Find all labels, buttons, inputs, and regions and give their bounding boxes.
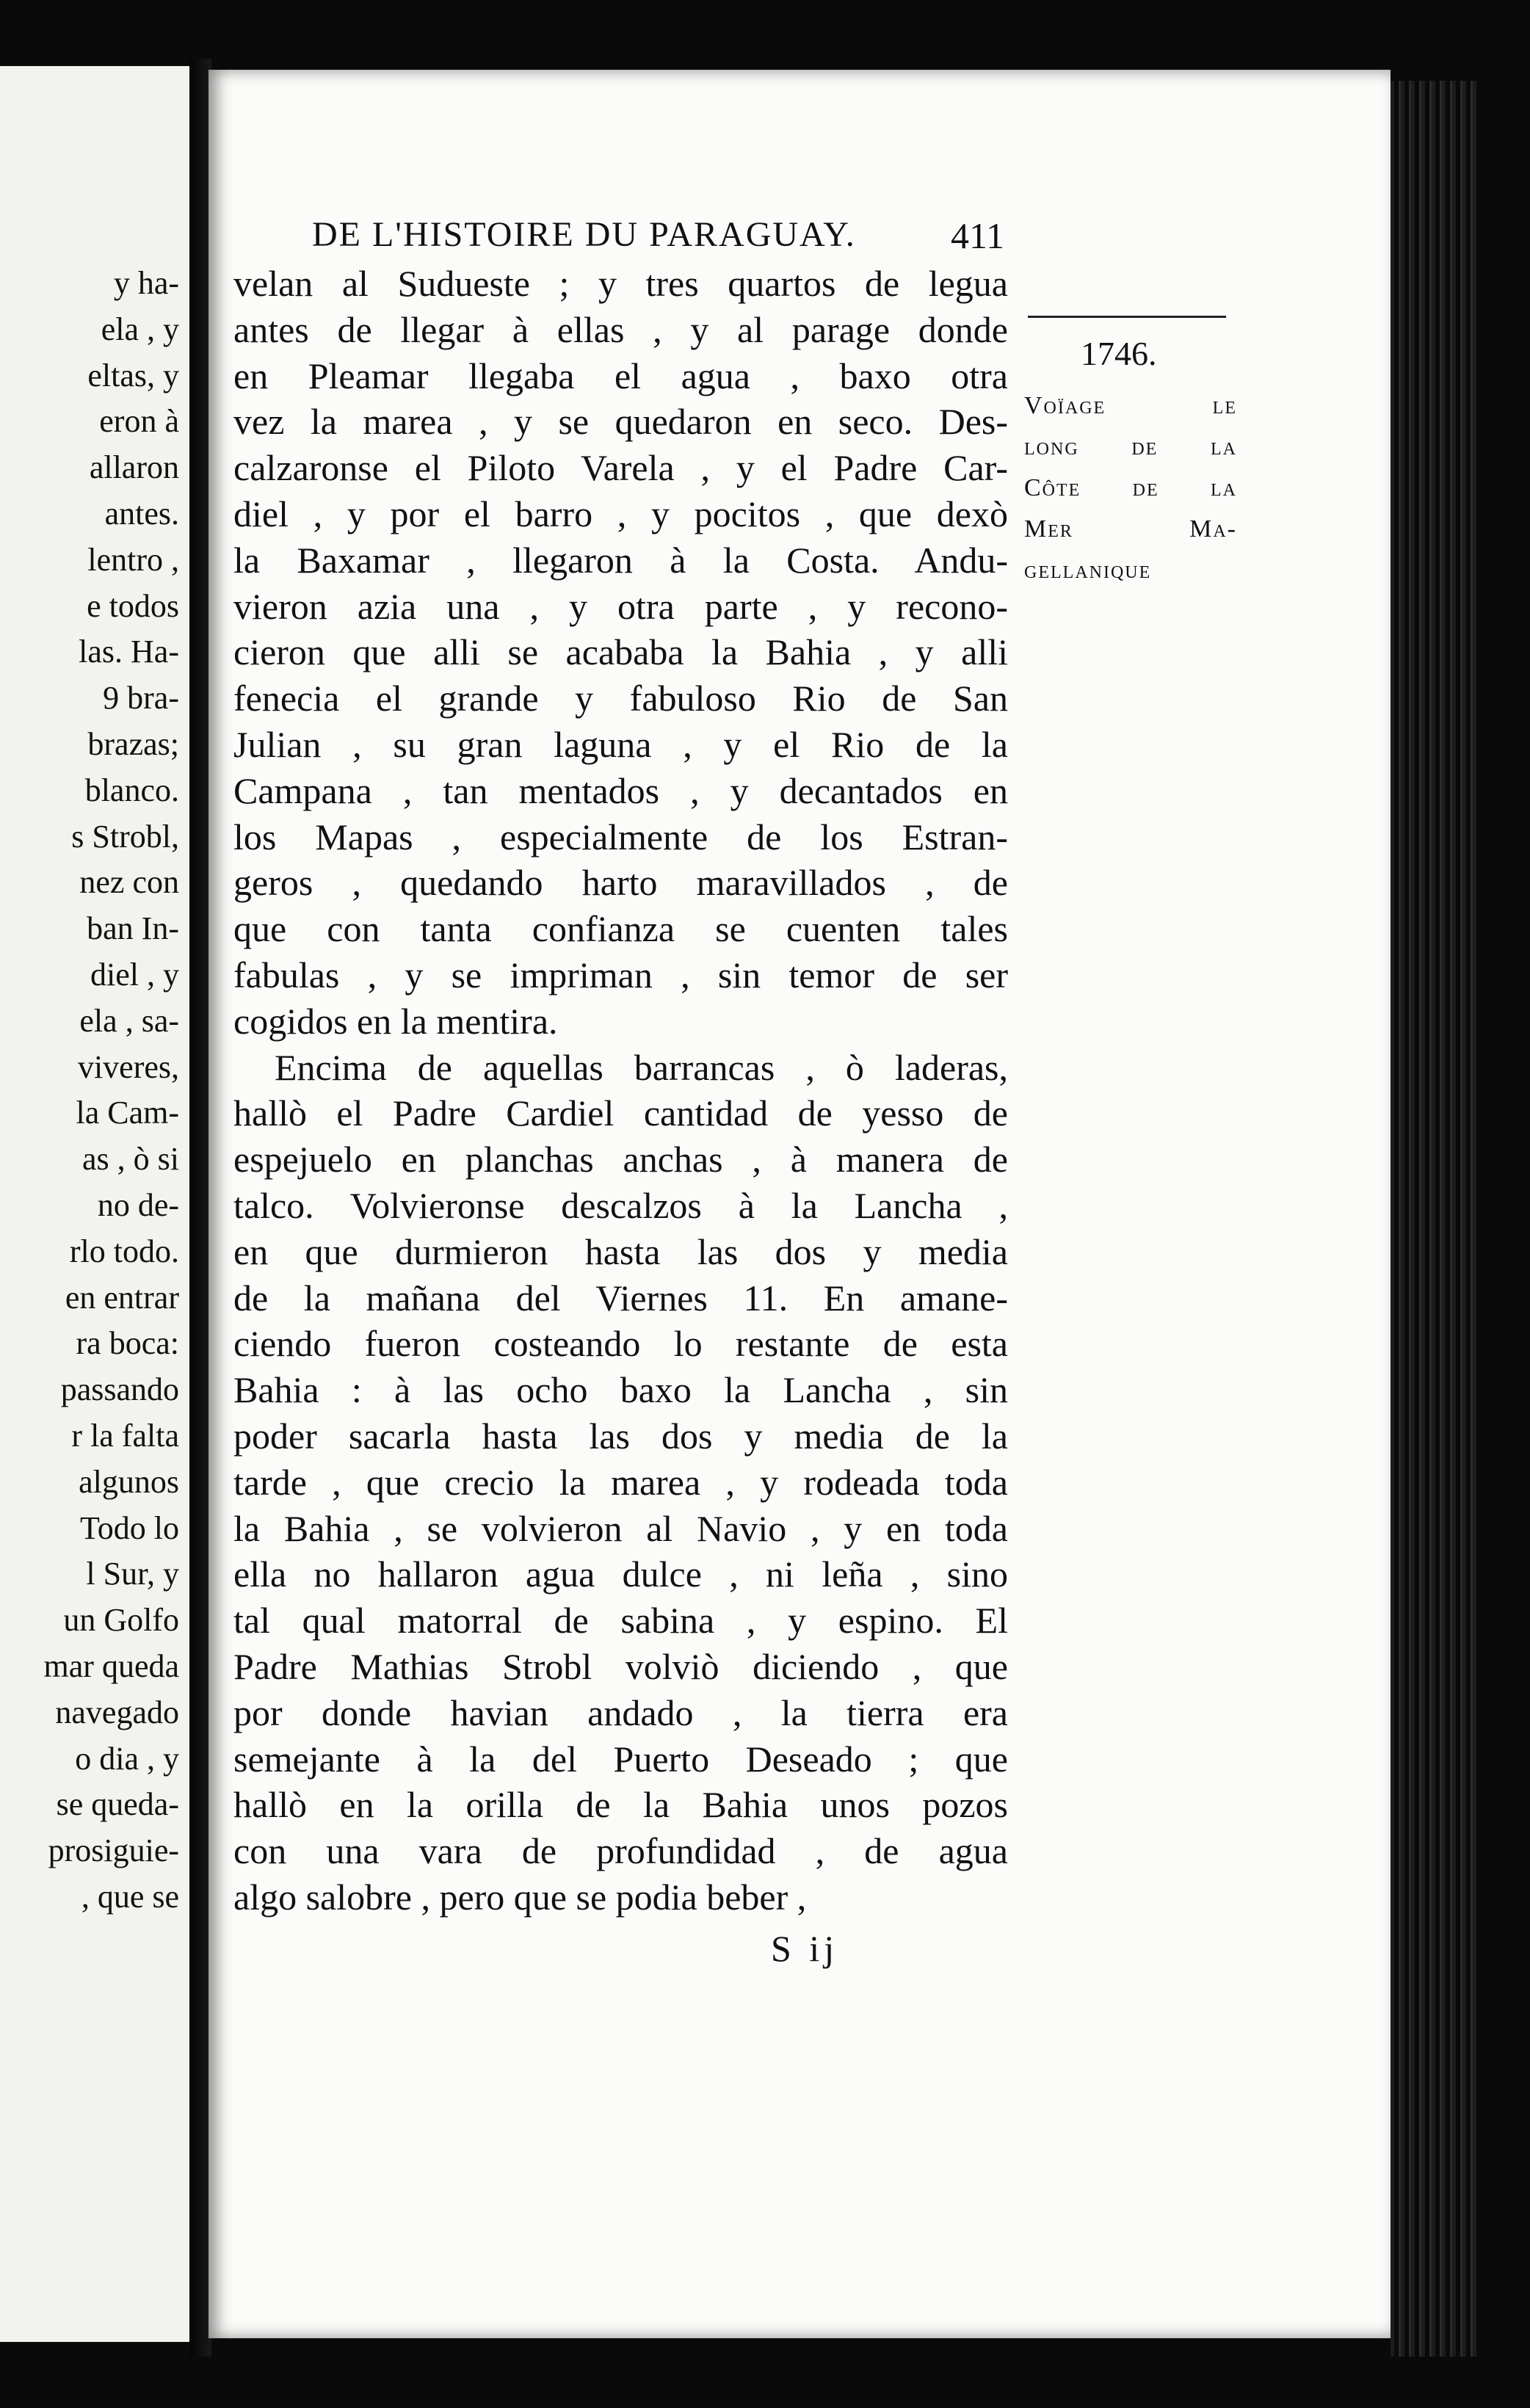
body-line: talco. Volvieronse descalzos à la Lancha , <box>233 1184 1008 1226</box>
body-line: algo salobre , pero que se podia beber , <box>233 1876 807 1918</box>
left-page-line: la Cam- <box>76 1095 179 1131</box>
left-page-line: r la falta <box>71 1418 179 1454</box>
body-line: que con tanta confianza se cuenten tales <box>233 908 1008 950</box>
margin-rule <box>1028 316 1226 318</box>
running-head: DE L'HISTOIRE DU PARAGUAY. <box>312 215 856 254</box>
left-page-line: as , ò si <box>82 1141 179 1178</box>
body-line: de la mañana del Viernes 11. En amane- <box>233 1277 1008 1319</box>
left-page-line: algunos <box>79 1463 179 1500</box>
left-page-line: , que se <box>81 1879 179 1915</box>
body-line: los Mapas , especialmente de los Estran- <box>233 816 1008 857</box>
body-line: antes de llegar à ellas , y al parage donde <box>233 308 1008 350</box>
body-line: por donde havian andado , la tierra era <box>233 1691 1008 1733</box>
page-edges <box>1391 81 1479 2357</box>
left-page-line: ela , y <box>101 311 179 347</box>
body-line: cogidos en la mentira. <box>233 1000 558 1042</box>
left-page-line: antes. <box>104 496 179 532</box>
body-line: Julian , su gran laguna , y el Rio de la <box>233 723 1008 765</box>
left-page-line: brazas; <box>87 726 179 762</box>
left-page-line: blanco. <box>84 772 179 808</box>
left-page-line: diel , y <box>90 957 179 993</box>
body-line: geros , quedando harto maravillados , de <box>233 862 1008 904</box>
body-line: la Baxamar , llegaron à la Costa. Andu- <box>233 539 1008 581</box>
body-line: con una vara de profundidad , de agua <box>233 1830 1008 1872</box>
body-line: Padre Mathias Strobl volviò diciendo , que <box>233 1645 1008 1687</box>
left-page-line: las. Ha- <box>79 634 179 670</box>
body-text <box>233 261 1008 1921</box>
body-line: fabulas , y se impriman , sin temor de ser <box>233 954 1008 996</box>
body-line: calzaronse el Piloto Varela , y el Padre Car- <box>233 447 1008 489</box>
signature-mark: S ij <box>771 1928 839 1969</box>
left-page-line: s Strobl, <box>71 818 179 855</box>
left-page-line: l Sur, y <box>86 1556 179 1592</box>
margin-note-line: Mer Ma- <box>1024 515 1237 543</box>
left-page-line: viveres, <box>77 1048 179 1085</box>
body-line: cieron que alli se acababa la Bahia , y alli <box>233 631 1008 673</box>
left-page-line: ela , sa- <box>79 1002 179 1039</box>
left-page-line: eltas, y <box>87 357 179 394</box>
left-page-line: 9 bra- <box>103 680 179 717</box>
left-page-line: rlo todo. <box>69 1233 179 1269</box>
body-line: velan al Sudueste ; y tres quartos de legua <box>233 263 1008 304</box>
body-line: vieron azia una , y otra parte , y recono- <box>233 585 1008 627</box>
left-page-line: ra boca: <box>76 1325 179 1362</box>
body-line: semejante à la del Puerto Deseado ; que <box>233 1738 1008 1780</box>
left-page-line: no de- <box>97 1187 179 1223</box>
left-page-line: mar queda <box>43 1648 179 1684</box>
left-page-line: e todos <box>87 587 179 624</box>
margin-note-line: long de la <box>1024 433 1237 460</box>
body-line: tal qual matorral de sabina , y espino. El <box>233 1600 1008 1642</box>
margin-note <box>1024 385 1237 591</box>
body-line: en que durmieron hasta las dos y media <box>233 1230 1008 1272</box>
body-line: espejuelo en planchas anchas , à manera de <box>233 1139 1008 1181</box>
body-line: vez la marea , y se quedaron en seco. Des- <box>233 401 1008 443</box>
margin-note-line: Voïage le <box>1024 392 1237 419</box>
body-line: Encima de aquellas barrancas , ò laderas, <box>275 1046 1008 1088</box>
body-line: hallò en la orilla de la Bahia unos pozos <box>233 1784 1008 1826</box>
body-line: poder sacarla hasta las dos y media de la <box>233 1415 1008 1457</box>
left-page-line: ban In- <box>87 910 179 947</box>
body-line: Bahia : à las ocho baxo la Lancha , sin <box>233 1369 1008 1411</box>
body-line: la Bahia , se volvieron al Navio , y en toda <box>233 1507 1008 1549</box>
margin-year: 1746. <box>1081 335 1157 372</box>
body-line: Campana , tan mentados , y decantados en <box>233 769 1008 811</box>
left-page-line: navegado <box>55 1694 179 1730</box>
body-line: fenecia el grande y fabuloso Rio de San <box>233 678 1008 719</box>
left-page-line: nez con <box>79 864 179 901</box>
left-page-line: en entrar <box>65 1279 179 1316</box>
margin-note-line: gellanique <box>1024 556 1152 584</box>
left-page-line: o dia , y <box>75 1740 179 1777</box>
body-line: diel , y por el barro , y pocitos , que dexò <box>233 493 1008 534</box>
left-page-line: y ha- <box>113 265 179 301</box>
body-line: ella no hallaron agua dulce , ni leña , sino <box>233 1553 1008 1595</box>
left-page-line: passando <box>60 1371 179 1408</box>
body-line: tarde , que crecio la marea , y rodeada toda <box>233 1461 1008 1503</box>
left-page-line: allaron <box>89 449 179 486</box>
left-page-line: lentro , <box>87 541 179 578</box>
left-page-line: prosiguie- <box>48 1832 179 1869</box>
body-line: ciendo fueron costeando lo restante de esta <box>233 1323 1008 1365</box>
margin-note-line: Côte de la <box>1024 474 1237 501</box>
page-number: 411 <box>951 215 1005 256</box>
left-page-line: Todo lo <box>79 1509 179 1546</box>
left-page-line: un Golfo <box>63 1602 179 1639</box>
left-page-line: se queda- <box>56 1786 179 1823</box>
left-page <box>0 66 194 2342</box>
body-line: en Pleamar llegaba el agua , baxo otra <box>233 355 1008 396</box>
left-page-line: eron à <box>99 403 179 440</box>
body-line: hallò el Padre Cardiel cantidad de yesso de <box>233 1092 1008 1134</box>
